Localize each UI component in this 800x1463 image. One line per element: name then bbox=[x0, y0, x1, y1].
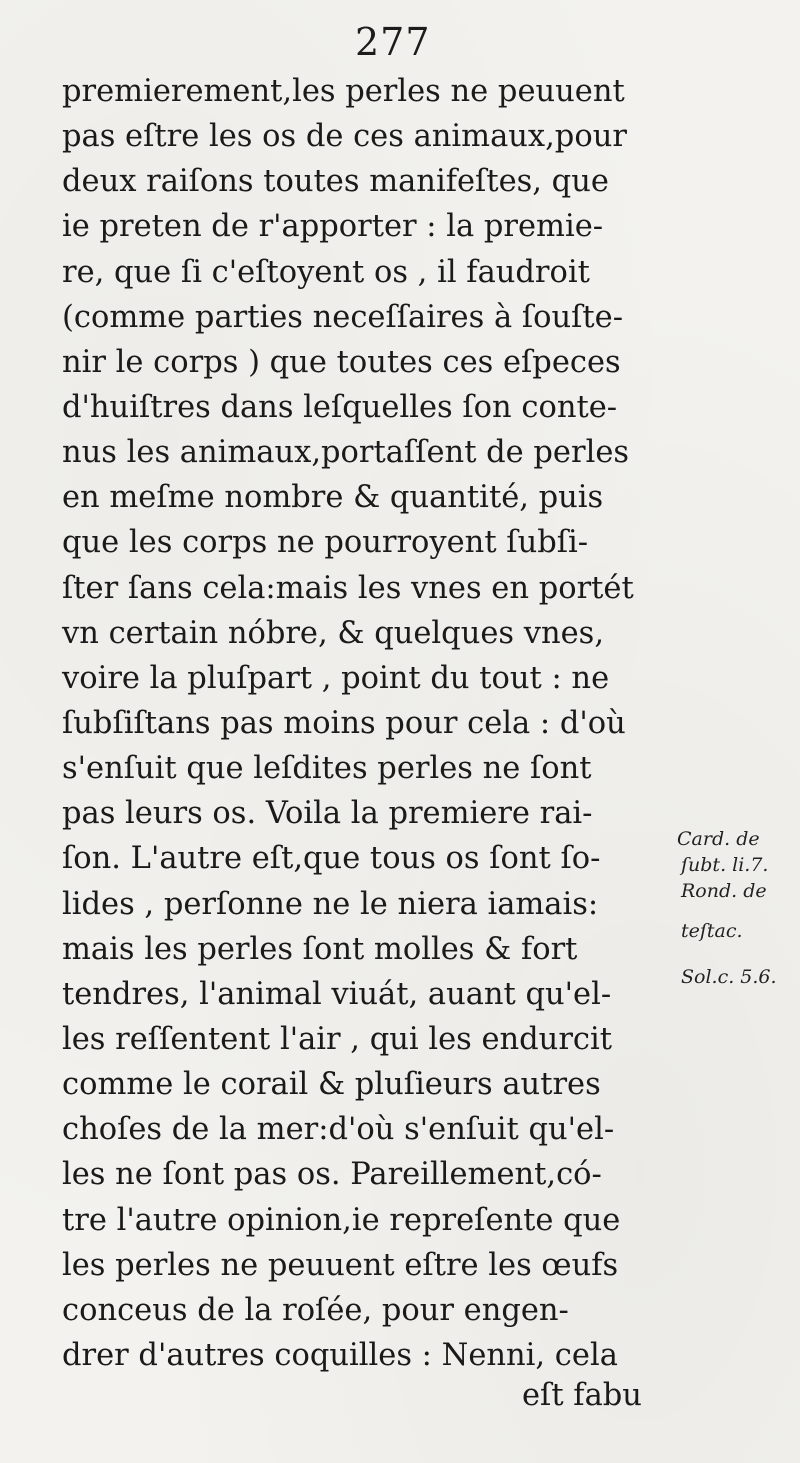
text-line: ſon. L'autre eſt,que tous os ſont ſo- bbox=[62, 841, 601, 876]
text-line: lides , perſonne ne le niera iamais: bbox=[62, 887, 599, 922]
text-line: mais les perles ſont molles & fort bbox=[62, 932, 578, 967]
text-line: voire la pluſpart , point du tout : ne bbox=[62, 661, 610, 696]
text-line: en meſme nombre & quantité, puis bbox=[62, 480, 604, 515]
margin-note: Rond. de bbox=[681, 880, 767, 902]
text-line: tendres, l'animal viuát, auant qu'el- bbox=[62, 977, 612, 1012]
text-line: conceus de la roſée, pour engen- bbox=[62, 1293, 569, 1328]
text-line: ſter ſans cela:mais les vnes en portét bbox=[62, 571, 634, 606]
text-line: que les corps ne pourroyent ſubſi- bbox=[62, 525, 589, 560]
text-line: les reſſentent l'air , qui les endurcit bbox=[62, 1022, 612, 1057]
text-line: les ne ſont pas os. Pareillement,có- bbox=[62, 1157, 602, 1192]
margin-note: teſtac. bbox=[681, 920, 743, 942]
text-line: comme le corail & pluſieurs autres bbox=[62, 1067, 601, 1102]
text-line: re, que ſi c'eſtoyent os , il faudroit bbox=[62, 255, 590, 290]
text-line: s'enſuit que leſdites perles ne ſont bbox=[62, 751, 592, 786]
text-line: pas leurs os. Voila la premiere rai- bbox=[62, 796, 593, 831]
margin-note: Card. de bbox=[677, 828, 760, 850]
text-line: d'huiſtres dans leſquelles ſon conte- bbox=[62, 390, 618, 425]
catchword: eſt fabu bbox=[522, 1378, 642, 1413]
text-line: deux raiſons toutes manifeſtes, que bbox=[62, 164, 609, 199]
text-line: drer d'autres coquilles : Nenni, cela bbox=[62, 1338, 618, 1373]
text-line: tre l'autre opinion,ie repreſente que bbox=[62, 1203, 621, 1238]
margin-note: Sol.c. 5.6. bbox=[681, 966, 777, 988]
text-line: ie preten de r'apporter : la premie- bbox=[62, 209, 604, 244]
text-line: pas eſtre les os de ces animaux,pour bbox=[62, 119, 627, 154]
text-line: nir le corps ) que toutes ces eſpeces bbox=[62, 345, 621, 380]
text-line: (comme parties neceſſaires à ſouſte- bbox=[62, 300, 624, 335]
page-number: 277 bbox=[355, 20, 431, 64]
margin-note: ſubt. li.7. bbox=[681, 854, 769, 876]
text-line: nus les animaux,portaſſent de perles bbox=[62, 435, 630, 470]
text-line: choſes de la mer:d'où s'enſuit qu'el- bbox=[62, 1112, 615, 1147]
text-line: vn certain nóbre, & quelques vnes, bbox=[62, 616, 605, 651]
text-line: ſubſiſtans pas moins pour cela : d'où bbox=[62, 706, 626, 741]
text-line: premierement,les perles ne peuuent bbox=[62, 74, 625, 109]
text-line: les perles ne peuuent eſtre les œufs bbox=[62, 1248, 619, 1283]
